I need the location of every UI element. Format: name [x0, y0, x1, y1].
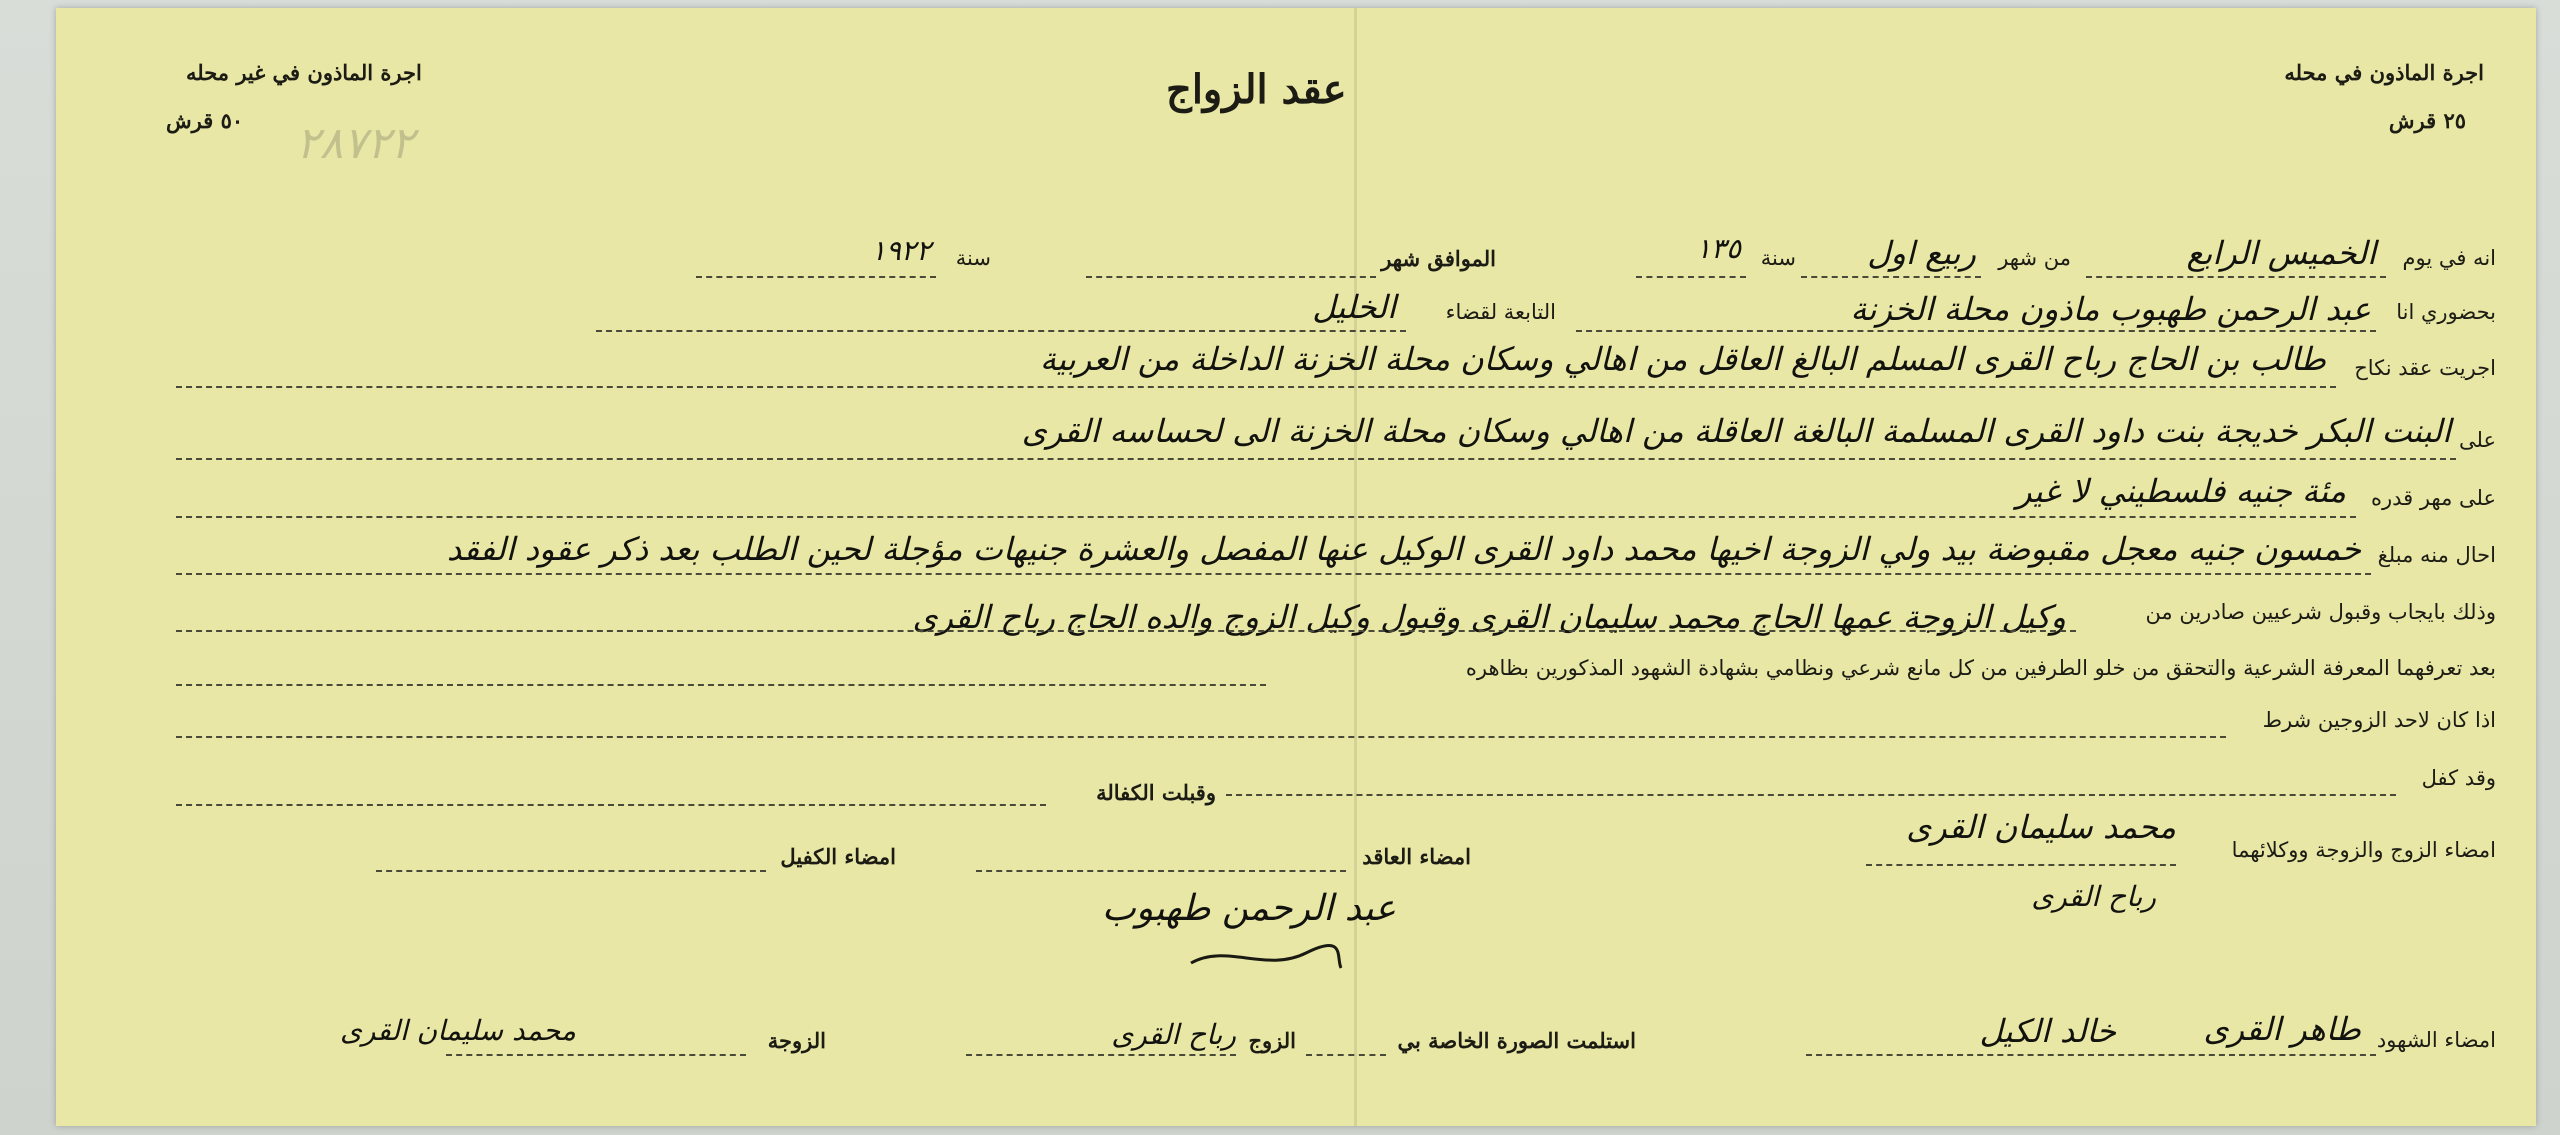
- witnesses-label: امضاء الشهود: [2376, 1028, 2496, 1052]
- parties-signature-label: امضاء الزوج والزوجة ووكلائهما: [2231, 838, 2496, 862]
- husband-label: الزوج: [1248, 1028, 1296, 1053]
- year-label: سنة: [1760, 246, 1796, 270]
- surety-rule: [1226, 794, 2396, 796]
- fee-outside-label: اجرة الماذون في غير محله: [186, 60, 422, 85]
- parties-signature-2: رباح القرى: [2031, 880, 2156, 913]
- day-label: انه في يوم: [2402, 246, 2496, 270]
- court-value: الخليل: [1312, 288, 1396, 326]
- officiant-signature: عبد الرحمن طهبوب: [1101, 888, 1396, 929]
- year2-label: سنة: [955, 246, 991, 270]
- year2-value: ١٩٢٢: [870, 234, 931, 267]
- contract-label: اجريت عقد نكاح: [2354, 356, 2496, 380]
- year-rule: [1636, 276, 1746, 278]
- consent-rule: [176, 630, 2076, 632]
- condition-rule: [176, 736, 2226, 738]
- wife-label: الزوجة: [767, 1028, 826, 1053]
- bride-rule: [176, 458, 2456, 460]
- marriage-contract-document: [56, 8, 2536, 1126]
- month-rule: [1801, 276, 1981, 278]
- witness-1-signature: طاهر القرى: [2203, 1010, 2361, 1048]
- faint-serial-number: ٢٨٧٢٢: [296, 118, 415, 169]
- husband-rule: [966, 1054, 1236, 1056]
- parties-signature-1: محمد سليمان القرى: [1906, 808, 2176, 846]
- surety-rule-2: [176, 804, 1046, 806]
- officiant-value: عبد الرحمن طهبوب ماذون محلة الخزنة: [1850, 290, 2371, 328]
- verification-text: بعد تعرفهما المعرفة الشرعية والتحقق من خلو الطرفين من كل مانع شرعي ونظامي بشهادة الشهود المذكورين بظاهره: [1465, 656, 2496, 680]
- guarantor-signature-rule: [376, 870, 766, 872]
- dowry-rule: [176, 516, 2356, 518]
- officiant-signature-rule: [976, 870, 1346, 872]
- verification-rule: [176, 684, 1266, 686]
- surety-label: وقد كفل: [2421, 766, 2496, 790]
- fee-outside-value: ٥٠ قرش: [166, 108, 244, 133]
- groom-value: طالب بن الحاج رباح القرى المسلم البالغ العاقل من اهالي وسكان محلة الخزنة الداخلة من العربية: [1040, 340, 2326, 378]
- dowry-value: مئة جنيه فلسطيني لا غير: [2016, 472, 2346, 510]
- officiant-signature-label: امضاء العاقد: [1362, 844, 1471, 869]
- guarantor-signature-label: امضاء الكفيل: [780, 844, 896, 869]
- fee-local-value: ٢٥ قرش: [2388, 108, 2466, 133]
- bride-value: البنت البكر خديجة بنت داود القرى المسلمة البالغة العاقلة من اهالي وسكان محلة الخزنة الى لحساسه القرى: [1021, 412, 2451, 450]
- month-label: من شهر: [1998, 246, 2071, 270]
- witness-2-signature: خالد الكيل: [1979, 1012, 2116, 1050]
- consent-label: وذلك بايجاب وقبول شرعيين صادرين من: [2145, 600, 2496, 624]
- month-value: ربيع اول: [1867, 234, 1976, 272]
- groom-rule: [176, 386, 2336, 388]
- officiant-rule: [1576, 330, 2376, 332]
- gregorian-rule: [1086, 276, 1376, 278]
- copy-received-label: استلمت الصورة الخاصة بي: [1397, 1028, 1636, 1053]
- day-value: الخميس الرابع: [2186, 234, 2376, 272]
- parties-signature-rule: [1866, 864, 2176, 866]
- year-value: ١٣٥: [1695, 232, 1741, 265]
- dowry-label: على مهر قدره: [2370, 486, 2496, 510]
- fee-local-label: اجرة الماذون في محله: [2284, 60, 2484, 85]
- gregorian-label: الموافق شهر: [1381, 246, 1496, 271]
- paid-rule: [176, 573, 2371, 575]
- day-rule: [2086, 276, 2386, 278]
- year2-rule: [696, 276, 936, 278]
- bride-label: على: [2459, 428, 2496, 452]
- consent-value: وكيل الزوجة عمها الحاج محمد سليمان القرى وقبول وكيل الزوج والده الحاج رباح القرى: [912, 598, 2066, 636]
- presence-label: بحضوري انا: [2396, 300, 2496, 324]
- husband-signature: رباح القرى: [1111, 1018, 1236, 1051]
- officiant-signature-flourish: [1186, 938, 1346, 978]
- wife-rule: [446, 1054, 746, 1056]
- paid-value: خمسون جنيه معجل مقبوضة بيد ولي الزوجة اخيها محمد داود القرى الوكيل عنها المفصل والعشرة جنيهات مؤجلة لحين الطلب بعد ذكر عقود الفقد: [446, 530, 2361, 568]
- paid-label: احال منه مبلغ: [2377, 543, 2496, 567]
- surety-accepted: وقبلت الكفالة: [1096, 780, 1216, 805]
- witnesses-rule: [1806, 1054, 2376, 1056]
- document-title: عقد الزواج: [1166, 66, 1347, 113]
- court-label: التابعة لقضاء: [1445, 300, 1556, 324]
- condition-label: اذا كان لاحد الزوجين شرط: [2262, 708, 2496, 732]
- court-rule: [596, 330, 1406, 332]
- copy-rule: [1306, 1054, 1386, 1056]
- wife-signature: محمد سليمان القرى: [339, 1014, 576, 1047]
